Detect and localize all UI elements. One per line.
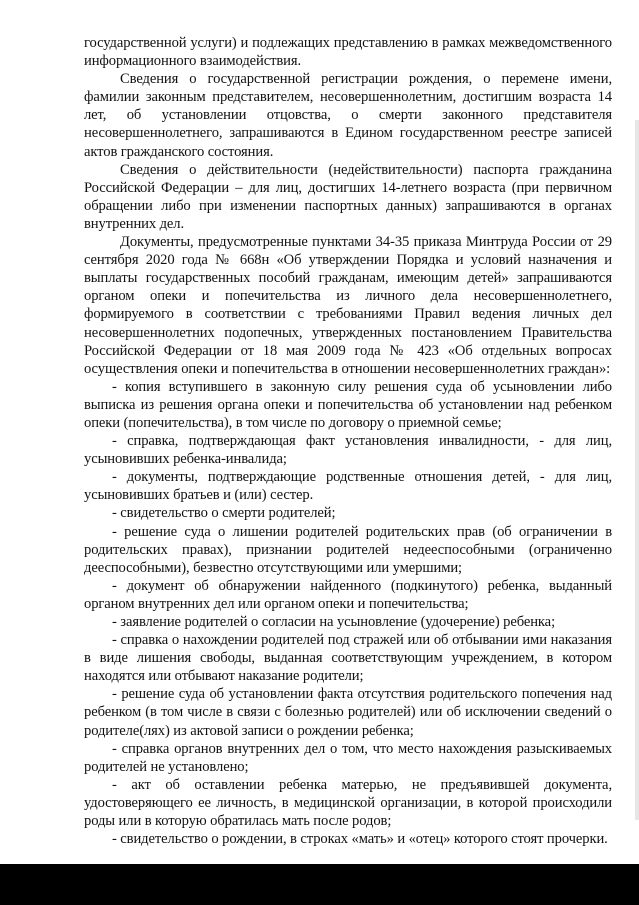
- paragraph-documents-order: Документы, предусмотренные пунктами 34-35 приказа Минтруда России от 29 сентября 2020 года № 668н «Об утверждении Порядка и условий назначения и выплаты государственных пособий гражданам, имеющим детей» запрашиваются органом опеки и попечительства из личного дела несовершеннолетнего, формируемого в соответствии с требованиями Правил ведения личных дел несовершеннолетних подопечных, утвержденных постановлением Правительства Российской Федерации от 18 мая 2009 года № 423 «Об отдельных вопросах осуществления опеки и попечительства в отношении несовершеннолетних граждан»:: [84, 234, 612, 377]
- document-body: [84, 34, 612, 848]
- list-item: - документы, подтверждающие родственные отношения детей, - для лиц, усыновивших братьев и (или) сестер.: [84, 469, 612, 504]
- scan-bottom-border: [0, 864, 639, 905]
- list-item: - справка органов внутренних дел о том, что место нахождения разыскиваемых родителей не установлено;: [84, 740, 612, 775]
- list-item: - решение суда о лишении родителей родительских прав (об ограничении в родительских правах), признании родителей недееспособными (ограниченно дееспособными), безвестно отсутствующими или умершими;: [84, 523, 612, 576]
- paragraph-civil-registration: Сведения о государственной регистрации рождения, о перемене имени, фамилии законным представителем, несовершеннолетним, достигшим возраста 14 лет, об установлении отцовства, о смерти законного представителя несовершеннолетнего, запрашиваются в Едином государственном реестре записей актов гражданского состояния.: [84, 71, 612, 160]
- list-item: - решение суда об установлении факта отсутствия родительского попечения над ребенком (в том числе в связи с болезнью родителей) или об исключении сведений о родителе(лях) из актовой записи о рождении ребенка;: [84, 686, 612, 739]
- list-item: - документ об обнаружении найденного (подкинутого) ребенка, выданный органом внутренних дел или органом опеки и попечительства;: [84, 577, 612, 612]
- list-item: - свидетельство о рождении, в строках «мать» и «отец» которого стоят прочерки.: [112, 831, 608, 848]
- list-item: - заявление родителей о согласии на усыновление (удочерение) ребенка;: [112, 614, 556, 630]
- list-item: - копия вступившего в законную силу решения суда об усыновлении либо выписка из решения органа опеки и попечительства об установлении над ребенком опеки (попечительства), в том числе по договору о приемной семье;: [84, 378, 612, 431]
- list-item: - справка, подтверждающая факт установления инвалидности, - для лиц, усыновивших ребенка-инвалида;: [84, 433, 612, 468]
- list-item: - свидетельство о смерти родителей;: [112, 505, 336, 522]
- paragraph-continuation: государственной услуги) и подлежащих представлению в рамках межведомственного информационного взаимодействия.: [84, 35, 612, 70]
- list-item: - акт об оставлении ребенка матерью, не предъявившей документа, удостоверяющего ее личность, в медицинской организации, в которой происходили роды или в которую обратилась мать после родов;: [84, 776, 612, 830]
- list-item: - справка о нахождении родителей под стражей или об отбывании ими наказания в виде лишения свободы, выданная соответствующим учреждением, в котором находятся или отбывают наказание родители;: [84, 632, 612, 685]
- paragraph-passport-validity: Сведения о действительности (недействительности) паспорта гражданина Российской Федерации – для лиц, достигших 14-летнего возраста (при первичном обращении либо при изменении паспортных данных) запрашиваются в органах внутренних дел.: [84, 161, 612, 232]
- scan-edge-shadow: [635, 120, 639, 820]
